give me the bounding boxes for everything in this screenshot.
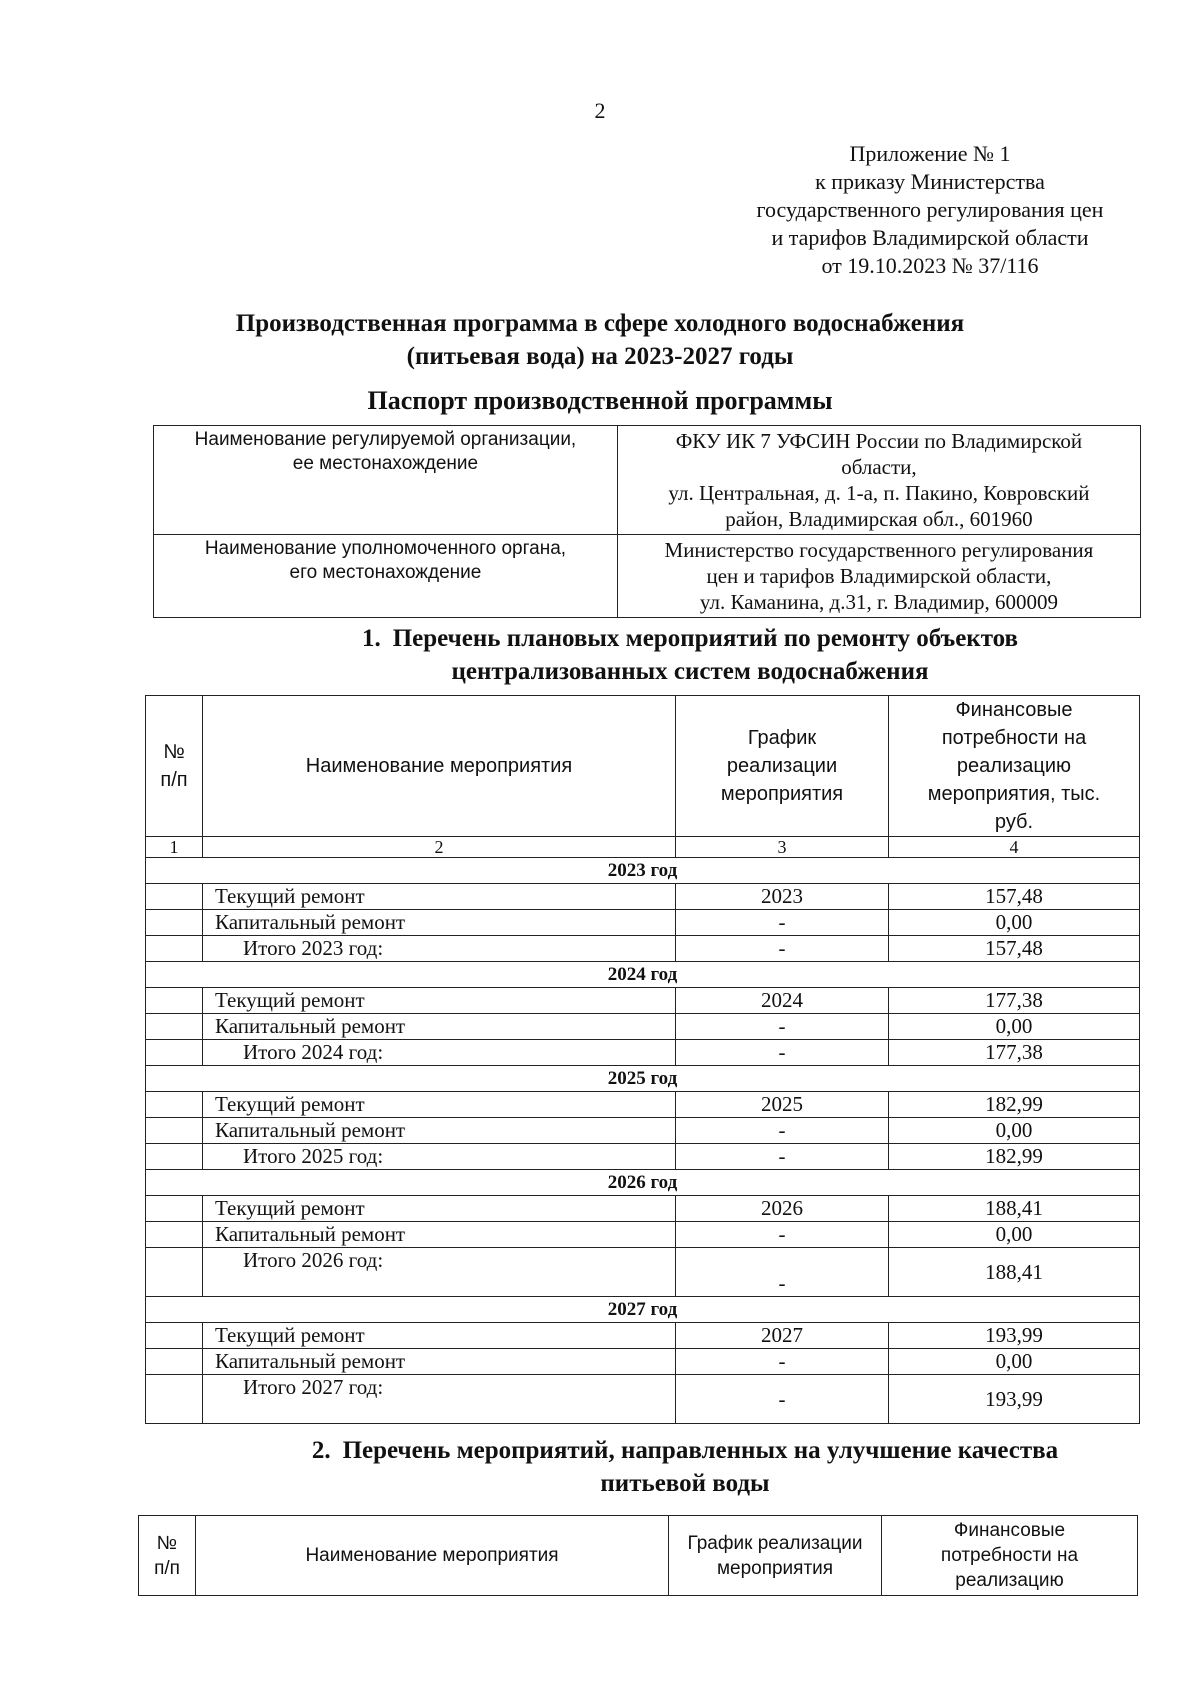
cell-schedule: 2026 bbox=[676, 1196, 889, 1222]
total-row bbox=[146, 1144, 1140, 1170]
cell-amount: 182,99 bbox=[889, 1144, 1140, 1170]
cell-amount: 0,00 bbox=[889, 1222, 1140, 1248]
authority-value-line: ул. Каманина, д.31, г. Владимир, 600009 bbox=[699, 590, 1058, 614]
section-number: 2. bbox=[311, 1437, 331, 1464]
cell-amount: 182,99 bbox=[889, 1092, 1140, 1118]
cell-schedule: 2025 bbox=[676, 1092, 889, 1118]
header-finance-line: потребности на bbox=[940, 1545, 1079, 1566]
section-1-title-text: Перечень плановых мероприятий по ремонту объектов bbox=[392, 625, 1019, 652]
appendix-line: и тарифов Владимирской области bbox=[771, 225, 1089, 250]
header-name: Наименование мероприятия bbox=[196, 1516, 669, 1596]
year-row bbox=[146, 1066, 1140, 1092]
cell-schedule: 2027 bbox=[676, 1323, 889, 1349]
cell-amount: 0,00 bbox=[889, 1014, 1140, 1040]
authority-label-line: его местонахождение bbox=[289, 562, 482, 583]
column-number: 3 bbox=[676, 837, 889, 858]
repair-works-table bbox=[145, 695, 1140, 1424]
table-header-row bbox=[146, 696, 1140, 837]
table-row bbox=[146, 1092, 1140, 1118]
cell-num bbox=[146, 1222, 203, 1248]
cell-schedule: - bbox=[676, 1349, 889, 1375]
org-value-cell bbox=[617, 426, 1140, 535]
year-label: 2027 год bbox=[146, 1297, 1140, 1323]
year-row bbox=[146, 1297, 1140, 1323]
table-row bbox=[146, 1323, 1140, 1349]
header-schedule bbox=[669, 1516, 882, 1596]
header-finance-line: мероприятия, тыс. bbox=[927, 783, 1101, 805]
header-schedule-line: мероприятия bbox=[716, 1557, 834, 1579]
authority-value-cell bbox=[617, 535, 1140, 618]
cell-total-name: Итого 2027 год: bbox=[203, 1375, 676, 1424]
cell-num bbox=[146, 884, 203, 910]
cell-name: Капитальный ремонт bbox=[203, 1349, 676, 1375]
header-finance-line: Финансовые bbox=[955, 699, 1073, 721]
cell-name: Текущий ремонт bbox=[203, 1196, 676, 1222]
passport-table bbox=[153, 425, 1141, 618]
cell-amount: 0,00 bbox=[889, 1349, 1140, 1375]
cell-num bbox=[146, 936, 203, 962]
table-header-row bbox=[139, 1516, 1138, 1596]
document-title-line: Производственная программа в сфере холодного водоснабжения bbox=[235, 310, 965, 337]
header-finance bbox=[882, 1516, 1138, 1596]
cell-schedule: - bbox=[676, 1222, 889, 1248]
total-row bbox=[146, 1375, 1140, 1424]
cell-total-name: Итого 2025 год: bbox=[203, 1144, 676, 1170]
cell-num bbox=[146, 1323, 203, 1349]
authority-label-line: Наименование уполномоченного органа, bbox=[204, 538, 567, 559]
cell-num bbox=[146, 1144, 203, 1170]
org-label-line: ее местонахождение bbox=[292, 453, 479, 474]
cell-amount: 157,48 bbox=[889, 936, 1140, 962]
header-num bbox=[146, 696, 203, 837]
table-row bbox=[154, 426, 1141, 535]
cell-amount: 193,99 bbox=[889, 1375, 1140, 1424]
header-schedule-line: График bbox=[747, 727, 817, 749]
cell-num bbox=[146, 1040, 203, 1066]
document-title-line: (питьевая вода) на 2023-2027 годы bbox=[406, 343, 794, 370]
page-number: 2 bbox=[594, 98, 606, 123]
appendix-line: от 19.10.2023 № 37/116 bbox=[821, 253, 1039, 278]
cell-name: Капитальный ремонт bbox=[203, 1222, 676, 1248]
table-row bbox=[146, 988, 1140, 1014]
section-2-title-text: Перечень мероприятий, направленных на улучшение качества bbox=[342, 1437, 1059, 1464]
section-2-title bbox=[250, 1434, 1120, 1500]
header-num bbox=[139, 1516, 196, 1596]
cell-amount: 177,38 bbox=[889, 988, 1140, 1014]
year-label: 2025 год bbox=[146, 1066, 1140, 1092]
cell-schedule: - bbox=[676, 1118, 889, 1144]
year-row bbox=[146, 962, 1140, 988]
cell-schedule: - bbox=[676, 910, 889, 936]
org-label-cell bbox=[154, 426, 618, 535]
cell-name: Капитальный ремонт bbox=[203, 910, 676, 936]
cell-total-name: Итого 2023 год: bbox=[203, 936, 676, 962]
cell-amount: 157,48 bbox=[889, 884, 1140, 910]
cell-total-name: Итого 2026 год: bbox=[203, 1248, 676, 1297]
cell-amount: 188,41 bbox=[889, 1196, 1140, 1222]
cell-amount: 0,00 bbox=[889, 910, 1140, 936]
year-row bbox=[146, 858, 1140, 884]
header-num-line: № bbox=[163, 741, 185, 763]
column-number: 4 bbox=[889, 837, 1140, 858]
cell-num bbox=[146, 1014, 203, 1040]
year-label: 2026 год bbox=[146, 1170, 1140, 1196]
header-num-line: № bbox=[156, 1532, 178, 1554]
column-number: 2 bbox=[203, 837, 676, 858]
section-1-title bbox=[300, 622, 1080, 688]
header-schedule-line: мероприятия bbox=[720, 783, 844, 805]
cell-schedule: 2024 bbox=[676, 988, 889, 1014]
cell-amount: 188,41 bbox=[889, 1248, 1140, 1297]
water-quality-table bbox=[138, 1515, 1138, 1596]
header-finance-line: руб. bbox=[994, 811, 1034, 833]
document-title bbox=[150, 307, 1050, 373]
cell-num bbox=[146, 1349, 203, 1375]
passport-title: Паспорт производственной программы bbox=[367, 386, 833, 415]
appendix-reference bbox=[700, 140, 1160, 280]
table-row bbox=[146, 1196, 1140, 1222]
header-num-line: п/п bbox=[154, 1557, 180, 1579]
cell-name: Текущий ремонт bbox=[203, 884, 676, 910]
appendix-line: к приказу Министерства bbox=[815, 169, 1045, 194]
header-finance-line: Финансовые bbox=[953, 1520, 1066, 1541]
org-value-line: район, Владимирская обл., 601960 bbox=[725, 507, 1033, 531]
cell-schedule: - bbox=[676, 1375, 889, 1424]
cell-total-name: Итого 2024 год: bbox=[203, 1040, 676, 1066]
table-row bbox=[146, 884, 1140, 910]
cell-schedule: - bbox=[676, 1040, 889, 1066]
column-number: 1 bbox=[146, 837, 203, 858]
cell-name: Текущий ремонт bbox=[203, 988, 676, 1014]
cell-schedule: - bbox=[676, 1014, 889, 1040]
table-row bbox=[146, 1118, 1140, 1144]
org-value-line: ул. Центральная, д. 1-а, п. Пакино, Ковровский bbox=[668, 481, 1090, 505]
cell-schedule: - bbox=[676, 936, 889, 962]
cell-name: Капитальный ремонт bbox=[203, 1118, 676, 1144]
authority-value-line: цен и тарифов Владимирской области, bbox=[706, 564, 1052, 588]
cell-amount: 177,38 bbox=[889, 1040, 1140, 1066]
year-row bbox=[146, 1170, 1140, 1196]
cell-num bbox=[146, 1092, 203, 1118]
cell-num bbox=[146, 1375, 203, 1424]
table-row bbox=[154, 535, 1141, 618]
header-name: Наименование мероприятия bbox=[203, 696, 676, 837]
table-row bbox=[146, 1349, 1140, 1375]
org-value-line: области, bbox=[841, 455, 917, 479]
section-1-title-line: централизованных систем водоснабжения bbox=[451, 658, 929, 685]
cell-num bbox=[146, 910, 203, 936]
cell-amount: 193,99 bbox=[889, 1323, 1140, 1349]
appendix-line: государственного регулирования цен bbox=[756, 197, 1104, 222]
section-2-title-line: питьевой воды bbox=[600, 1470, 770, 1497]
header-schedule bbox=[676, 696, 889, 837]
cell-amount: 0,00 bbox=[889, 1118, 1140, 1144]
total-row bbox=[146, 1040, 1140, 1066]
column-number-row bbox=[146, 837, 1140, 858]
year-label: 2023 год bbox=[146, 858, 1140, 884]
cell-schedule: - bbox=[676, 1144, 889, 1170]
header-finance bbox=[889, 696, 1140, 837]
header-finance-line: реализацию bbox=[956, 755, 1072, 777]
table-row bbox=[146, 1014, 1140, 1040]
cell-num bbox=[146, 988, 203, 1014]
total-row bbox=[146, 936, 1140, 962]
org-label-line: Наименование регулируемой организации, bbox=[194, 429, 577, 450]
section-2-title-line bbox=[250, 1434, 1120, 1467]
year-label: 2024 год bbox=[146, 962, 1140, 988]
cell-num bbox=[146, 1196, 203, 1222]
cell-num bbox=[146, 1248, 203, 1297]
section-number: 1. bbox=[361, 625, 381, 652]
header-finance-line: реализацию bbox=[955, 1570, 1064, 1591]
table-row bbox=[146, 1222, 1140, 1248]
section-1-title-line bbox=[300, 622, 1080, 655]
cell-name: Текущий ремонт bbox=[203, 1323, 676, 1349]
authority-label-cell bbox=[154, 535, 618, 618]
header-finance-line: потребности на bbox=[941, 727, 1087, 749]
table-row bbox=[146, 910, 1140, 936]
cell-name: Текущий ремонт bbox=[203, 1092, 676, 1118]
cell-num bbox=[146, 1118, 203, 1144]
header-schedule-line: График реализации bbox=[687, 1532, 863, 1554]
cell-schedule: - bbox=[676, 1248, 889, 1297]
header-num-line: п/п bbox=[160, 769, 188, 791]
cell-schedule: 2023 bbox=[676, 884, 889, 910]
org-value-line: ФКУ ИК 7 УФСИН России по Владимирской bbox=[675, 429, 1083, 453]
cell-name: Капитальный ремонт bbox=[203, 1014, 676, 1040]
authority-value-line: Министерство государственного регулирования bbox=[664, 538, 1094, 562]
appendix-line: Приложение № 1 bbox=[849, 141, 1011, 166]
header-schedule-line: реализации bbox=[726, 755, 838, 777]
total-row bbox=[146, 1248, 1140, 1297]
